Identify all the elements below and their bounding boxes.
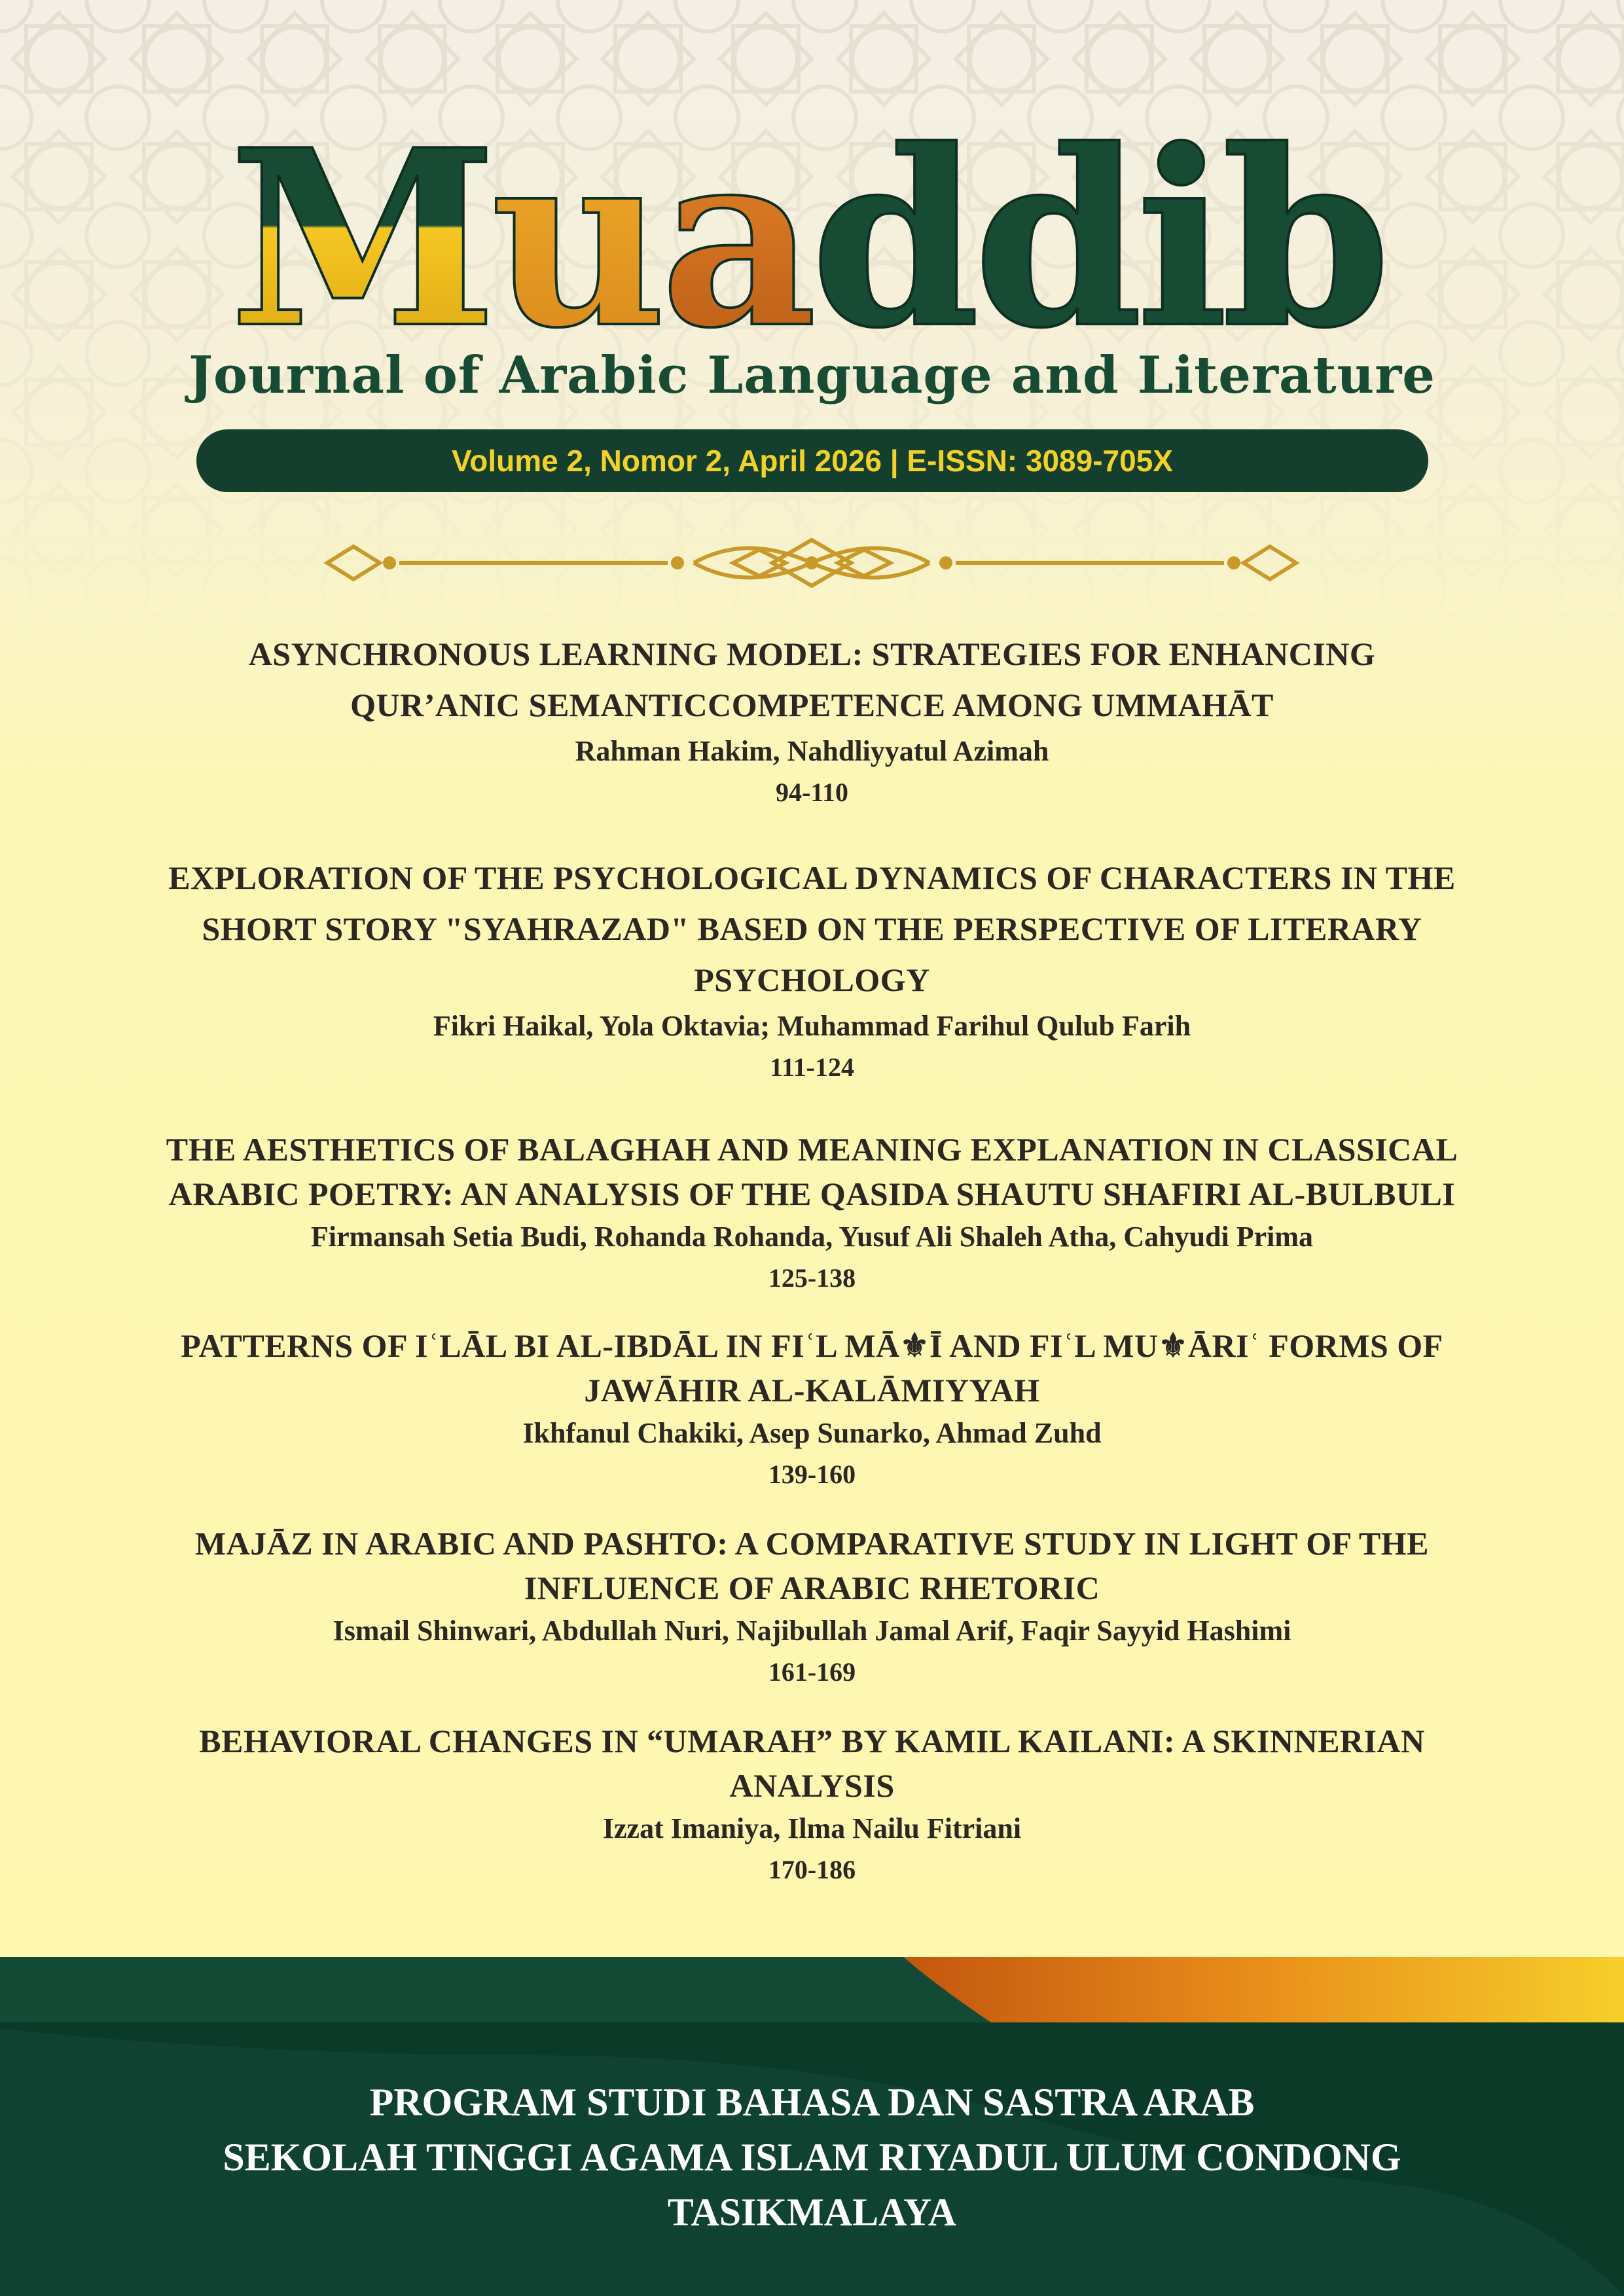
- article-title-line: ANALYSIS: [729, 1767, 895, 1804]
- publisher-line: TASIKMALAYA: [667, 2191, 957, 2234]
- article-title-line: BEHAVIORAL CHANGES IN “UMARAH” BY KAMIL KAILANI: A SKINNERIAN: [199, 1723, 1425, 1759]
- gold-divider-ornament: [314, 530, 1309, 596]
- article-entry: [118, 1521, 1506, 1693]
- article-entry: [118, 1127, 1506, 1299]
- article-title-line: PSYCHOLOGY: [694, 961, 930, 998]
- journal-title: [0, 98, 1624, 347]
- article-title-line: ASYNCHRONOUS LEARNING MODEL: STRATEGIES FOR ENHANCING: [248, 636, 1376, 672]
- volume-issue-banner: [196, 429, 1428, 492]
- article-title-line: EXPLORATION OF THE PSYCHOLOGICAL DYNAMICS OF CHARACTERS IN THE: [168, 859, 1456, 896]
- article-title-line: MAJĀZ IN ARABIC AND PASHTO: A COMPARATIVE STUDY IN LIGHT OF THE: [195, 1525, 1429, 1562]
- article-pages: 125-138: [768, 1263, 856, 1293]
- volume-issue-text: Volume 2, Nomor 2, April 2026 | E-ISSN: 3089-705X: [452, 444, 1173, 478]
- publisher-line: PROGRAM STUDI BAHASA DAN SASTRA ARAB: [369, 2081, 1255, 2124]
- article-title: [118, 1521, 1506, 1610]
- article-title-line: ARABIC POETRY: AN ANALYSIS OF THE QASIDA SHAUTU SHAFIRI AL-BULBULI: [168, 1175, 1456, 1212]
- article-title-line: JAWĀHIR AL-KALĀMIYYAH: [584, 1372, 1040, 1408]
- title-letters-ddib: ddib: [810, 98, 1385, 347]
- article-authors: Ismail Shinwari, Abdullah Nuri, Najibullah Jamal Arif, Faqir Sayyid Hashimi: [333, 1615, 1291, 1647]
- article-pages: 170-186: [768, 1855, 856, 1884]
- article-title-line: PATTERNS OF IʿLĀL BI AL-IBDĀL IN FIʿL MĀ⚜Ī AND FIʿL MU⚜ĀRIʿ FORMS OF: [181, 1327, 1443, 1364]
- article-pages: 161-169: [768, 1657, 856, 1687]
- article-authors: Izzat Imaniya, Ilma Nailu Fitriani: [602, 1812, 1022, 1844]
- article-entry: [118, 628, 1506, 813]
- article-pages: 94-110: [775, 778, 849, 807]
- article-authors: Rahman Hakim, Nahdliyyatul Azimah: [575, 735, 1049, 767]
- article-title-line: SHORT STORY "SYAHRAZAD" BASED ON THE PERSPECTIVE OF LITERARY: [202, 910, 1422, 947]
- article-authors: Ikhfanul Chakiki, Asep Sunarko, Ahmad Zuhd: [522, 1417, 1102, 1449]
- article-title-line: INFLUENCE OF ARABIC RHETORIC: [524, 1570, 1100, 1606]
- article-title: [118, 628, 1506, 730]
- article-title: [118, 1719, 1506, 1808]
- title-letter-m: M: [229, 98, 491, 347]
- article-pages: 139-160: [768, 1460, 856, 1489]
- article-entry: [118, 852, 1506, 1088]
- article-pages: 111-124: [770, 1052, 854, 1082]
- svg-text:Muaddib: [229, 98, 1384, 347]
- article-entry: [118, 1323, 1506, 1495]
- article-title-line: THE AESTHETICS OF BALAGHAH AND MEANING EXPLANATION IN CLASSICAL: [166, 1131, 1458, 1168]
- article-authors: Fikri Haikal, Yola Oktavia; Muhammad Farihul Qulub Farih: [433, 1010, 1191, 1042]
- article-title-line: QUR’ANIC SEMANTICCOMPETENCE AMONG UMMAHĀT: [350, 687, 1274, 723]
- table-of-contents: [118, 628, 1506, 1890]
- title-letter-a: a: [660, 98, 811, 347]
- publisher-footer: [0, 1957, 1624, 2296]
- journal-subtitle: Journal of Arabic Language and Literature: [189, 346, 1435, 405]
- article-authors: Firmansah Setia Budi, Rohanda Rohanda, Yusuf Ali Shaleh Atha, Cahyudi Prima: [310, 1221, 1314, 1253]
- publisher-line: SEKOLAH TINGGI AGAMA ISLAM RIYADUL ULUM CONDONG: [223, 2136, 1401, 2179]
- publisher-text: [0, 2075, 1624, 2240]
- article-title: [118, 1323, 1506, 1412]
- title-letter-u: u: [490, 98, 660, 347]
- article-title: [118, 1127, 1506, 1216]
- article-title: [118, 852, 1506, 1005]
- article-entry: [118, 1719, 1506, 1890]
